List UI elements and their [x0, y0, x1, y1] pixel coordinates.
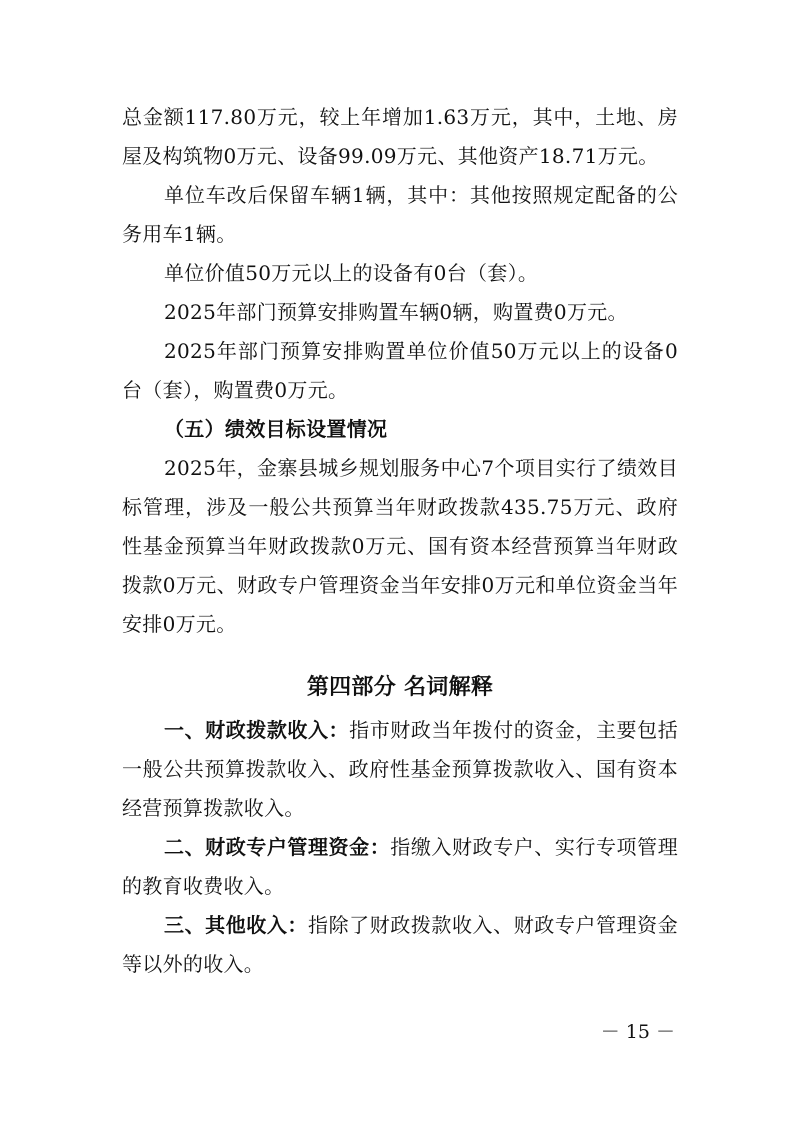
- definition-text: 指市财政当年拨付的资金，主要包括一般公共预算拨款收入、政府性基金预算拨款收入、国有资本经营预算拨款收入。: [122, 718, 678, 820]
- definition-text: 指缴入财政专户、实行专项管理的教育收费收入。: [122, 835, 678, 898]
- paragraph-vehicles: 单位车改后保留车辆1辆，其中：其他按照规定配备的公务用车1辆。: [122, 183, 678, 246]
- paragraph-equipment-purchase: 2025年部门预算安排购置单位价值50万元以上的设备0台（套），购置费0万元。: [122, 339, 678, 402]
- body-text: [122, 98, 678, 984]
- section-title: 第四部分 名词解释: [306, 675, 494, 700]
- paragraph-performance: 2025年，金寨县城乡规划服务中心7个项目实行了绩效目标管理，涉及一般公共预算当年财政拨款435.75万元、政府性基金预算当年财政拨款0万元、国有资本经营预算当年财政拨款0万元、财政专户管理资金当年安排0万元和单位资金当年安排0万元。: [122, 456, 678, 636]
- definition-item: [122, 906, 678, 984]
- definition-term: 三、其他收入：: [164, 913, 308, 937]
- definition-text: 指除了财政拨款收入、财政专户管理资金等以外的收入。: [122, 913, 678, 976]
- definition-term: 二、财政专户管理资金：: [164, 835, 391, 859]
- page-number: － 15 －: [600, 1021, 675, 1043]
- subheading-performance: （五）绩效目标设置情况: [164, 417, 388, 441]
- paragraph-vehicle-purchase: 2025年部门预算安排购置车辆0辆，购置费0万元。: [164, 300, 628, 324]
- definition-term: 一、财政拨款收入：: [164, 718, 350, 742]
- definition-item: [122, 711, 678, 828]
- definition-item: [122, 828, 678, 906]
- paragraph-equipment: 单位价值50万元以上的设备有0台（套）。: [164, 261, 539, 285]
- paragraph-asset-total: 总金额117.80万元，较上年增加1.63万元，其中，土地、房屋及构筑物0万元、设备99.09万元、其他资产18.71万元。: [122, 105, 678, 168]
